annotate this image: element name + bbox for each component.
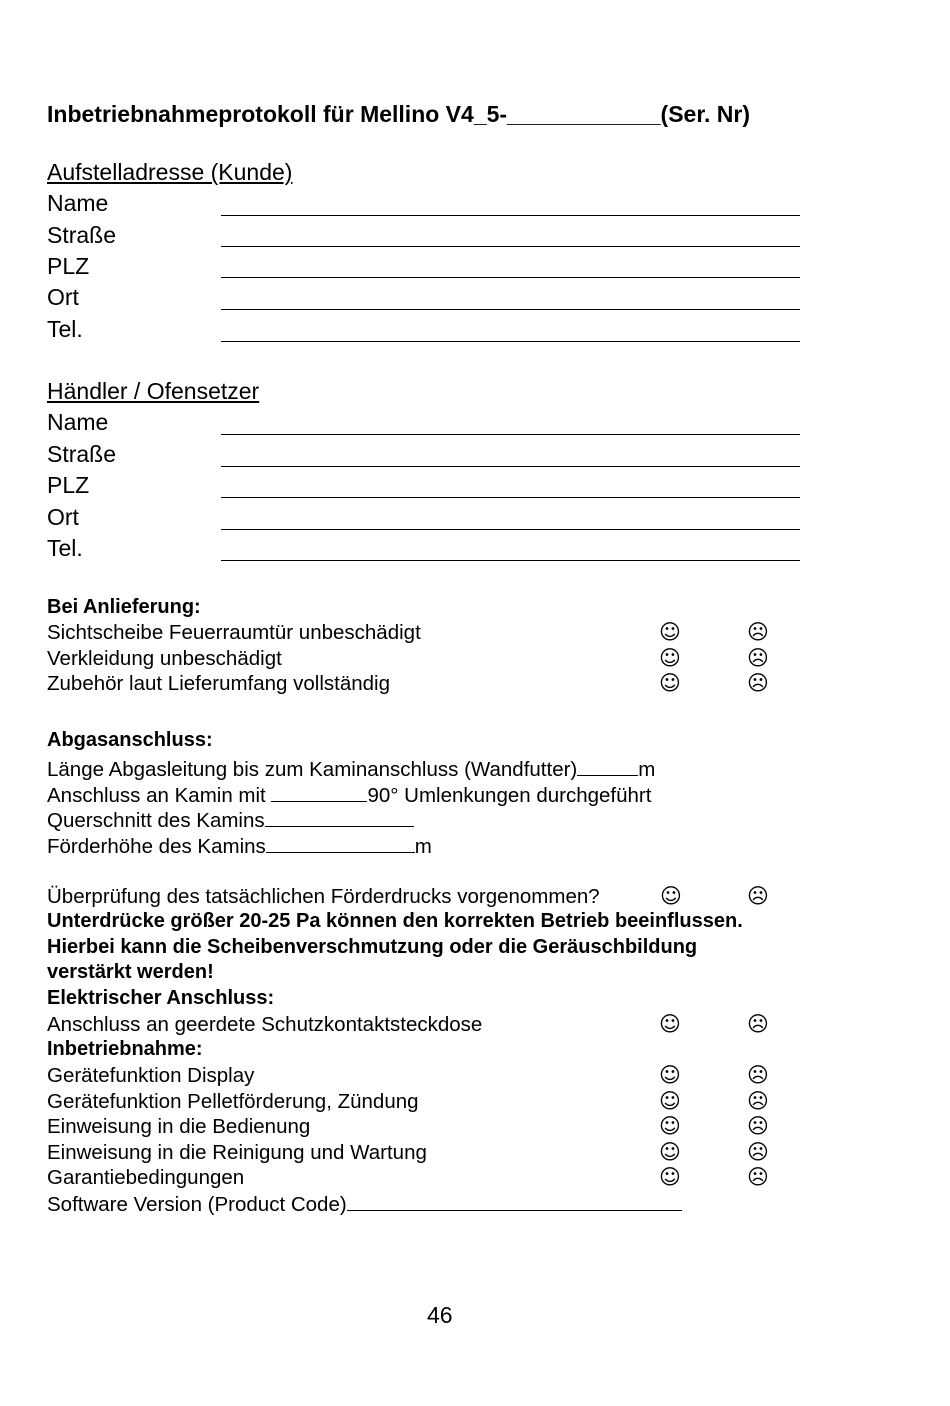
sad-face-icon[interactable]: ☹ bbox=[747, 620, 769, 644]
delivery-item-accessories: Zubehör laut Lieferumfang vollständig bbox=[47, 672, 391, 695]
customer-name-label: Name bbox=[47, 190, 109, 216]
customer-zip-label: PLZ bbox=[47, 253, 90, 279]
sad-face-icon[interactable]: ☹ bbox=[747, 1089, 769, 1113]
page-number: 46 bbox=[427, 1302, 453, 1328]
happy-face-icon[interactable]: ☺ bbox=[659, 1114, 681, 1138]
draft-check-question: Überprüfung des tatsächlichen Förderdrucks vorgenommen? bbox=[47, 885, 600, 908]
happy-face-icon[interactable]: ☺ bbox=[659, 1140, 681, 1164]
chimney-height-label: Förderhöhe des Kamins bbox=[47, 835, 266, 858]
exhaust-heading: Abgasanschluss: bbox=[47, 729, 213, 751]
customer-phone-label: Tel. bbox=[47, 316, 83, 342]
dealer-street-line[interactable] bbox=[221, 466, 800, 467]
customer-street-label: Straße bbox=[47, 222, 117, 248]
customer-section-heading: Aufstelladresse (Kunde) bbox=[47, 159, 293, 185]
customer-name-line[interactable] bbox=[221, 215, 800, 216]
happy-face-icon[interactable]: ☺ bbox=[659, 646, 681, 670]
happy-face-icon[interactable]: ☺ bbox=[659, 620, 681, 644]
happy-face-icon[interactable]: ☺ bbox=[659, 671, 681, 695]
software-version-label: Software Version (Product Code) bbox=[47, 1193, 347, 1216]
commissioning-heading: Inbetriebnahme: bbox=[47, 1038, 203, 1060]
sad-face-icon[interactable]: ☹ bbox=[747, 1165, 769, 1189]
commissioning-item-maintenance-briefing: Einweisung in die Reinigung und Wartung bbox=[47, 1141, 427, 1164]
commissioning-item-warranty: Garantiebedingungen bbox=[47, 1166, 245, 1189]
happy-face-icon[interactable]: ☺ bbox=[659, 1089, 681, 1113]
commissioning-item-pellet-feed: Gerätefunktion Pelletförderung, Zündung bbox=[47, 1090, 419, 1113]
delivery-heading: Bei Anlieferung: bbox=[47, 596, 201, 618]
exhaust-length-label: Länge Abgasleitung bis zum Kaminanschluss (Wandfutter) bbox=[47, 758, 578, 781]
delivery-item-cladding: Verkleidung unbeschädigt bbox=[47, 647, 282, 670]
software-version-blank[interactable] bbox=[347, 1192, 682, 1211]
commissioning-item-display: Gerätefunktion Display bbox=[47, 1064, 255, 1087]
dealer-phone-label: Tel. bbox=[47, 535, 83, 561]
electrical-item-socket: Anschluss an geerdete Schutzkontaktsteckdose bbox=[47, 1013, 483, 1036]
chimney-height-row bbox=[47, 834, 432, 859]
dealer-name-label: Name bbox=[47, 409, 109, 435]
dealer-city-label: Ort bbox=[47, 504, 79, 530]
delivery-item-window: Sichtscheibe Feuerraumtür unbeschädigt bbox=[47, 621, 421, 644]
exhaust-bends-prefix: Anschluss an Kamin mit bbox=[47, 784, 272, 807]
sad-face-icon[interactable]: ☹ bbox=[747, 1140, 769, 1164]
dealer-section-heading: Händler / Ofensetzer bbox=[47, 378, 260, 404]
chimney-cross-section-blank[interactable] bbox=[265, 808, 414, 827]
customer-zip-line[interactable] bbox=[221, 277, 800, 278]
sad-face-icon[interactable]: ☹ bbox=[747, 671, 769, 695]
exhaust-bends-blank[interactable] bbox=[271, 783, 367, 802]
happy-face-icon[interactable]: ☺ bbox=[659, 1012, 681, 1036]
sad-face-icon[interactable]: ☹ bbox=[747, 1063, 769, 1087]
commissioning-item-operation-briefing: Einweisung in die Bedienung bbox=[47, 1115, 311, 1138]
sad-face-icon[interactable]: ☹ bbox=[747, 646, 769, 670]
chimney-cross-section-label: Querschnitt des Kamins bbox=[47, 809, 265, 832]
exhaust-bends-suffix: 90° Umlenkungen durchgeführt bbox=[367, 784, 652, 807]
warning-line-2: Hierbei kann die Scheibenverschmutzung oder die Geräuschbildung bbox=[47, 936, 698, 958]
exhaust-length-blank[interactable] bbox=[577, 757, 638, 776]
exhaust-length-row bbox=[47, 757, 655, 782]
sad-face-icon[interactable]: ☹ bbox=[747, 884, 769, 908]
sad-face-icon[interactable]: ☹ bbox=[747, 1012, 769, 1036]
dealer-street-label: Straße bbox=[47, 441, 117, 467]
exhaust-length-unit: m bbox=[638, 758, 656, 781]
happy-face-icon[interactable]: ☺ bbox=[659, 1165, 681, 1189]
software-version-row bbox=[47, 1192, 682, 1217]
customer-phone-line[interactable] bbox=[221, 341, 800, 342]
protocol-title: Inbetriebnahmeprotokoll für Mellino V4_5-____________(Ser. Nr) bbox=[47, 101, 751, 127]
happy-face-icon[interactable]: ☺ bbox=[659, 1063, 681, 1087]
customer-city-label: Ort bbox=[47, 284, 79, 310]
customer-street-line[interactable] bbox=[221, 246, 800, 247]
dealer-phone-line[interactable] bbox=[221, 560, 800, 561]
happy-face-icon[interactable]: ☺ bbox=[660, 884, 682, 908]
sad-face-icon[interactable]: ☹ bbox=[747, 1114, 769, 1138]
dealer-zip-line[interactable] bbox=[221, 497, 800, 498]
customer-city-line[interactable] bbox=[221, 309, 800, 310]
warning-line-3: verstärkt werden! bbox=[47, 961, 214, 983]
chimney-cross-section-row bbox=[47, 808, 414, 833]
dealer-city-line[interactable] bbox=[221, 529, 800, 530]
warning-line-1: Unterdrücke größer 20-25 Pa können den korrekten Betrieb beeinflussen. bbox=[47, 910, 743, 932]
chimney-height-unit: m bbox=[414, 835, 432, 858]
exhaust-bends-row bbox=[47, 783, 651, 808]
dealer-name-line[interactable] bbox=[221, 434, 800, 435]
chimney-height-blank[interactable] bbox=[266, 834, 415, 853]
dealer-zip-label: PLZ bbox=[47, 472, 90, 498]
electrical-heading: Elektrischer Anschluss: bbox=[47, 987, 275, 1009]
